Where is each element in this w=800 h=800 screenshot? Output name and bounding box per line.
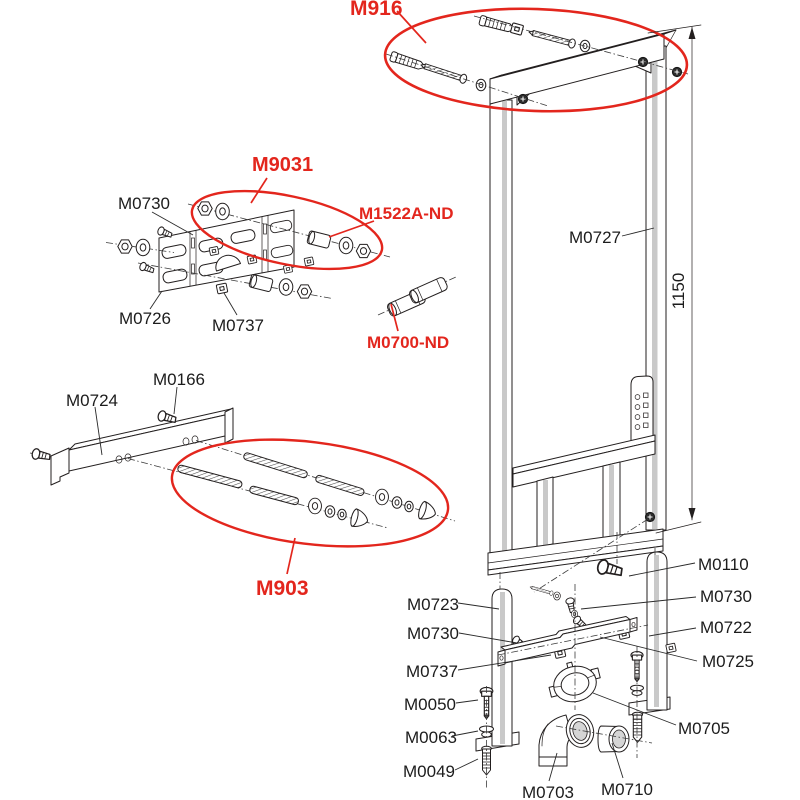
part-label-m0710: M0710 xyxy=(601,780,653,799)
leader-m0049 xyxy=(455,759,478,770)
frame-top-rail-front xyxy=(490,34,664,104)
part-label-m1522a-nd: M1522A-ND xyxy=(359,204,454,223)
washer xyxy=(476,79,486,91)
threaded-rod xyxy=(315,475,365,497)
crossbar-end-tab xyxy=(630,618,637,633)
part-label-m0727: M0727 xyxy=(569,228,621,247)
kit-ellipse-m903 xyxy=(166,425,454,560)
part-label-m0726: M0726 xyxy=(119,309,171,328)
wall-bracket-assembly xyxy=(106,202,390,299)
square-nut xyxy=(216,283,228,294)
part-label-m0725: M0725 xyxy=(702,652,754,671)
frame-left-upright xyxy=(490,100,512,556)
washer xyxy=(309,498,322,514)
part-label-m0049: M0049 xyxy=(403,762,455,781)
part-label-m0110: M0110 xyxy=(698,555,749,574)
part-label-m0703: M0703 xyxy=(522,783,574,800)
washer xyxy=(216,203,230,219)
washer xyxy=(392,497,402,509)
red-leader-m1522a xyxy=(329,221,374,237)
part-label-m0063: M0063 xyxy=(405,728,457,747)
dome-cap xyxy=(349,508,370,530)
frame-weld-nut xyxy=(638,57,647,66)
part-label-m916: M916 xyxy=(350,0,403,20)
nut xyxy=(338,509,346,519)
frame-strut-left-shade xyxy=(543,480,548,545)
pipe-clamp xyxy=(544,656,604,707)
part-label-m9031: M9031 xyxy=(252,154,314,176)
dimension-value: 1150 xyxy=(669,272,688,310)
drain-elbow xyxy=(539,712,597,766)
part-label-m0723: M0723 xyxy=(407,595,459,614)
anchor-screw xyxy=(529,585,553,596)
threaded-rod xyxy=(177,465,243,489)
rail-right-cap xyxy=(225,408,233,443)
leader-m0730-right xyxy=(581,597,696,609)
threaded-rod-kit xyxy=(128,441,455,530)
arrowhead-up xyxy=(689,27,696,39)
hex-nut xyxy=(118,240,132,253)
frame-right-upright-shade xyxy=(652,46,658,529)
part-label-m0730-left: M0730 xyxy=(407,624,459,643)
hex-nut xyxy=(356,244,370,257)
washer xyxy=(376,489,389,505)
hex-nut xyxy=(297,285,311,298)
barrel-nut xyxy=(307,231,331,249)
red-leader-m903 xyxy=(287,538,295,574)
spacer-sleeves xyxy=(378,276,456,317)
washer xyxy=(325,506,335,518)
part-label-m0730-top: M0730 xyxy=(118,194,170,213)
wall-plug xyxy=(389,51,424,71)
part-label-m903: M903 xyxy=(256,577,309,600)
frame-left-upright-shade xyxy=(502,100,507,555)
frame-bolt xyxy=(596,559,624,579)
part-label-m0166: M0166 xyxy=(153,370,205,389)
threaded-rod xyxy=(243,452,308,479)
arrowhead-down xyxy=(689,508,696,520)
square-nut xyxy=(510,23,523,35)
small-screw xyxy=(139,261,156,274)
rail-screw xyxy=(31,448,51,462)
square-nut xyxy=(209,246,219,255)
square-nut xyxy=(304,257,314,266)
part-label-m0722: M0722 xyxy=(700,618,752,637)
threaded-rod xyxy=(249,486,299,506)
washer xyxy=(136,239,150,255)
part-label-m0700-nd: M0700-ND xyxy=(367,333,450,352)
leader-m0050 xyxy=(456,700,478,703)
leader-m0166 xyxy=(174,387,177,414)
left-leg-shade xyxy=(500,592,505,744)
part-label-m0050: M0050 xyxy=(404,695,456,714)
part-label-m0724: M0724 xyxy=(66,391,118,410)
washer xyxy=(339,237,353,253)
frame-body xyxy=(488,30,682,575)
washer xyxy=(554,592,561,600)
square-nut xyxy=(666,643,676,653)
hex-nut xyxy=(198,202,212,215)
part-label-m0730-right: M0730 xyxy=(700,587,752,606)
dome-cap xyxy=(417,501,438,523)
leader-m0737-top xyxy=(224,293,237,315)
wall-plug xyxy=(479,15,514,33)
washer xyxy=(279,279,293,295)
part-label-m0705: M0705 xyxy=(678,719,730,738)
right-leg-shade xyxy=(654,555,659,707)
frame-strut-right-shade xyxy=(609,465,614,536)
spacer-sleeve xyxy=(408,276,448,304)
frame-weld-nut xyxy=(518,94,527,103)
part-label-m0737-top: M0737 xyxy=(212,316,264,335)
nut xyxy=(405,501,413,511)
part-label-m0737-bottom: M0737 xyxy=(406,662,458,681)
frame-weld-nut xyxy=(672,67,681,76)
barrel-nut xyxy=(249,274,273,292)
leader-m0726 xyxy=(150,291,162,309)
anchor-screw xyxy=(632,712,642,742)
rail-left-cap xyxy=(51,448,69,485)
anchor-screw xyxy=(528,28,576,49)
